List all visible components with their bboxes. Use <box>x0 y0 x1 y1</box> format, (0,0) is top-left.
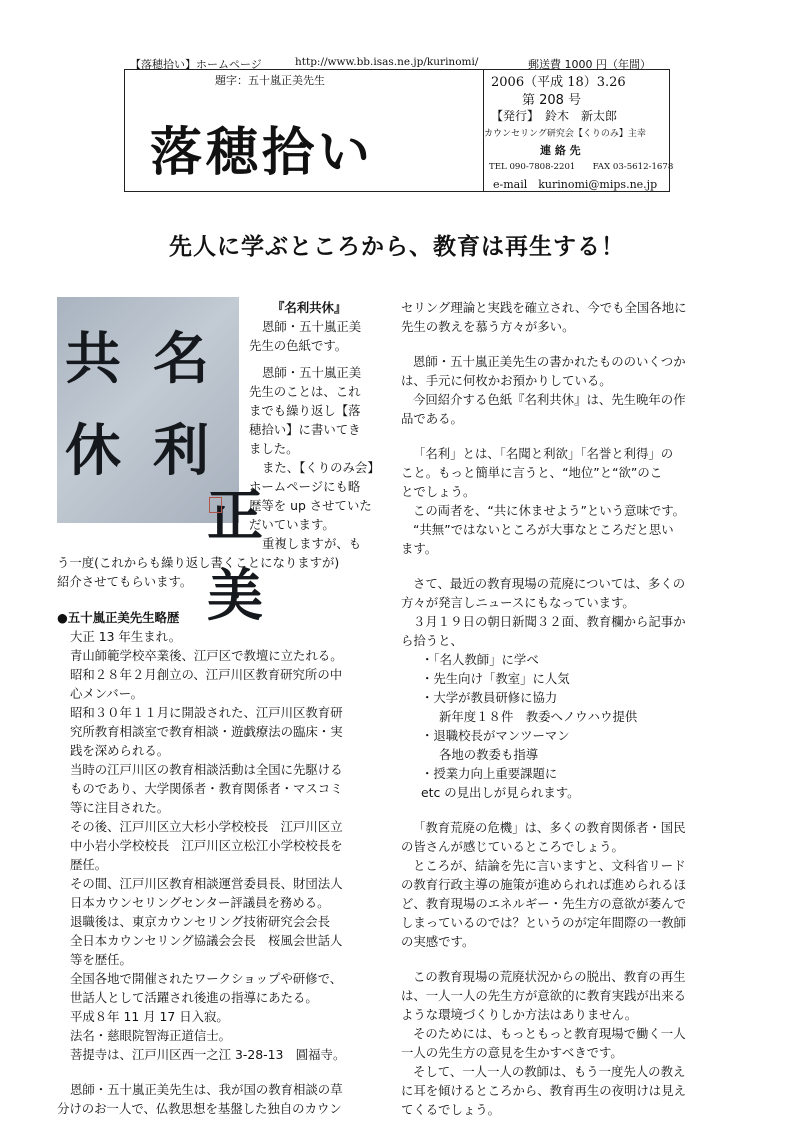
organization: カウンセリング研究会【くりのみ】主幸 <box>484 129 646 139</box>
text-line: 歴等を up させていた <box>249 498 372 513</box>
headline-list-item: ・先生向け「教室」に人気 <box>421 671 570 686</box>
homepage-url[interactable]: http://www.bb.isas.ne.jp/kurinomi/ <box>295 56 479 68</box>
text-line: ました。 <box>249 441 299 456</box>
bio-line: 全日本カウンセリング協議会会長 桜風会世話人 <box>70 933 343 948</box>
text-line: ます。 <box>401 541 438 556</box>
bio-line: 大正 13 年生まれ。 <box>70 629 182 644</box>
text-line: は、一人一人の先生方が意欲的に教育実践が出来る <box>401 988 686 1003</box>
bio-line: その後、江戸川区立大杉小学校校長 江戸川区立 <box>70 819 343 834</box>
text-line: この教育現場の荒廃状況からの脱出、教育の再生 <box>413 969 686 984</box>
text-line: 紹介させてもらいます。 <box>57 574 193 589</box>
text-line: etc の見出しが見られます。 <box>421 785 580 800</box>
bio-line: ものであり、大学関係者・教育関係者・マスコミ <box>70 781 343 796</box>
bio-line: 世話人として活躍され後進の指導にあたる。 <box>70 990 318 1005</box>
text-line: だいています。 <box>249 517 335 532</box>
text-line: しまっているのでは？というのが定年間際の一教師 <box>401 915 686 930</box>
headline-list-item: ・「名人教師」に学べ <box>421 652 539 667</box>
text-line: ところが、結論を先に言いますと、文科省リード <box>413 858 686 873</box>
text-line: ３月１９日の朝日新聞３２面、教育欄から記事か <box>413 614 686 629</box>
text-line: 先生の色紙です。 <box>249 338 348 353</box>
bio-line: 昭和３０年１１月に開設された、江戸川区教育研 <box>70 705 343 720</box>
text-line: この両者を、“共に休ませよう”という意味です。 <box>413 503 686 518</box>
text-line: 今回紹介する色紙『名利共休』は、先生晩年の作 <box>413 392 686 407</box>
title-calligrapher: 題字：五十嵐正美先生 <box>215 74 325 87</box>
text-line: 先生の教えを慕う方々が多い。 <box>401 319 575 334</box>
text-line: 分けのお一人で、仏教思想を基盤した独自のカウン <box>57 1101 342 1116</box>
issue-number: 第 208 号 <box>522 93 582 108</box>
bio-line: 青山師範学校卒業後、江戸区で教壇に立たれる。 <box>70 648 343 663</box>
text-line: 方々が発言しニュースにもなっています。 <box>401 595 635 610</box>
text-line: までも繰り返し【落 <box>249 403 361 418</box>
shikishi-title: 『名利共休』 <box>272 300 347 315</box>
text-line: てくるでしょう。 <box>401 1102 501 1117</box>
issue-date: 2006（平成 18）3.26 <box>491 75 626 90</box>
text-line: 「名利」とは、「名聞と利欲」「名誉と利得」の <box>413 446 674 461</box>
contact-label: 連 絡 先 <box>540 144 581 157</box>
phone-fax: TEL 090-7808-2201 FAX 03-5612-1678 <box>489 162 674 172</box>
headline-list-item: 新年度１８件 教委へノウハウ提供 <box>439 709 638 724</box>
text-line: “共無”ではないところが大事なところだと思い <box>413 522 674 537</box>
callig-char-2: 利 <box>153 418 209 484</box>
headline-list-item: ・大学が教員研修に協力 <box>421 690 558 705</box>
text-line: さて、最近の教育現場の荒廃については、多くの <box>413 576 686 591</box>
text-line: 恩師・五十嵐正美先生は、我が国の教育相談の草 <box>70 1082 343 1097</box>
seal-stamp-icon <box>209 497 222 513</box>
text-line: の教育行政主導の施策が進められれば進められるほ <box>401 877 686 892</box>
bio-line: 昭和２８年２月創立の、江戸川区教育研究所の中 <box>70 667 343 682</box>
text-line: 「教育荒廃の危機」は、多くの教育関係者・国民 <box>413 820 686 835</box>
text-line: 重複しますが、も <box>262 536 362 551</box>
email-address[interactable]: e-mail kurinomi@mips.ne.jp <box>493 178 658 191</box>
text-line: 恩師・五十嵐正美先生の書かれたもののいくつか <box>413 354 686 369</box>
callig-char-1: 名 <box>153 326 209 392</box>
text-line: ら拾うと、 <box>401 633 463 648</box>
text-line: 品である。 <box>401 411 463 426</box>
text-line: 先生のことは、これ <box>249 384 361 399</box>
bio-line: その間、江戸川区教育相談運営委員長、財団法人 <box>70 876 343 891</box>
text-line: に耳を傾けるところから、教育再生の夜明けは見え <box>401 1083 686 1098</box>
text-line: セリング理論と実践を確立され、今でも全国各地に <box>401 300 687 315</box>
text-line: ホームページにも略 <box>249 479 361 494</box>
text-line: そして、一人一人の教師は、もう一度先人の教え <box>413 1064 686 1079</box>
bio-line: 究所教育相談室で教育相談・遊戯療法の臨床・実 <box>70 724 343 739</box>
newsletter-title: 落穂拾い <box>150 122 375 183</box>
bio-line: 歴任。 <box>70 857 108 872</box>
publisher: 【発行】 鈴木 新太郎 <box>491 109 618 123</box>
text-line: 恩師・五十嵐正美 <box>262 319 362 334</box>
text-line: ような環境づくりしか方法はありません。 <box>401 1007 638 1022</box>
bio-line: 退職後は、東京カウンセリング技術研究会会長 <box>70 914 330 929</box>
bio-line: 平成８年 11 月 17 日入寂。 <box>70 1009 229 1024</box>
bio-line: 当時の江戸川区の教育相談活動は全国に先駆ける <box>70 762 343 777</box>
text-line: の実感です。 <box>401 934 475 949</box>
bio-line: 全国各地で開催されたワークショップや研修で、 <box>70 971 343 986</box>
callig-char-3: 共 <box>65 326 121 392</box>
calligraphy-signature: 正美 <box>207 483 263 629</box>
headline-list-item: ・授業力向上重要課題に <box>421 766 558 781</box>
bio-line: 中小岩小学校校長 江戸川区立松江小学校校長を <box>70 838 343 853</box>
homepage-label: 【落穂拾い】ホームページ <box>130 58 262 71</box>
text-line: 恩師・五十嵐正美 <box>262 365 362 380</box>
text-line: 穂拾い】に書いてき <box>249 422 361 437</box>
text-line: の皆さんが感じているところでしょう。 <box>401 839 624 854</box>
text-line: ど、教育現場のエネルギー・先生方の意欲が萎んで <box>401 896 686 911</box>
text-line: とでしょう。 <box>401 484 476 499</box>
bio-line: 等に注目された。 <box>70 800 170 815</box>
text-line: は、手元に何枚かお預かりしている。 <box>401 373 612 388</box>
bio-line: 心メンバー。 <box>70 686 143 701</box>
postage-fee: 郵送費 1000 円（年間） <box>528 58 651 71</box>
bio-line: 法名・慈眼院智海正道信士。 <box>70 1028 232 1043</box>
text-line: う一度(これからも繰り返し書くことになりますが) <box>57 555 340 570</box>
bio-line: 等を歴任。 <box>70 952 132 967</box>
biography-title: ●五十嵐正美先生略歴 <box>57 610 180 625</box>
headline-list-item: ・退職校長がマンツーマン <box>421 728 570 743</box>
bio-line: 菩提寺は、江戸川区西一之江 3-28-13 圓福寺。 <box>70 1047 346 1062</box>
text-line: こと。もっと簡単に言うと、“地位”と“欲”のこ <box>401 465 663 480</box>
headline-list-item: 各地の教委も指導 <box>439 747 539 762</box>
bio-line: 日本カウンセリングセンター評議員を務める。 <box>70 895 330 910</box>
text-line: また、【くりのみ会】 <box>262 460 380 475</box>
callig-char-4: 休 <box>65 418 121 484</box>
text-line: そのためには、もっともっと教育現場で働く一人 <box>413 1026 686 1041</box>
headline: 先人に学ぶところから、教育は再生する！ <box>169 234 625 260</box>
bio-line: 践を深められる。 <box>70 743 170 758</box>
text-line: 一人の先生方の意見を生かすべきです。 <box>401 1045 623 1060</box>
